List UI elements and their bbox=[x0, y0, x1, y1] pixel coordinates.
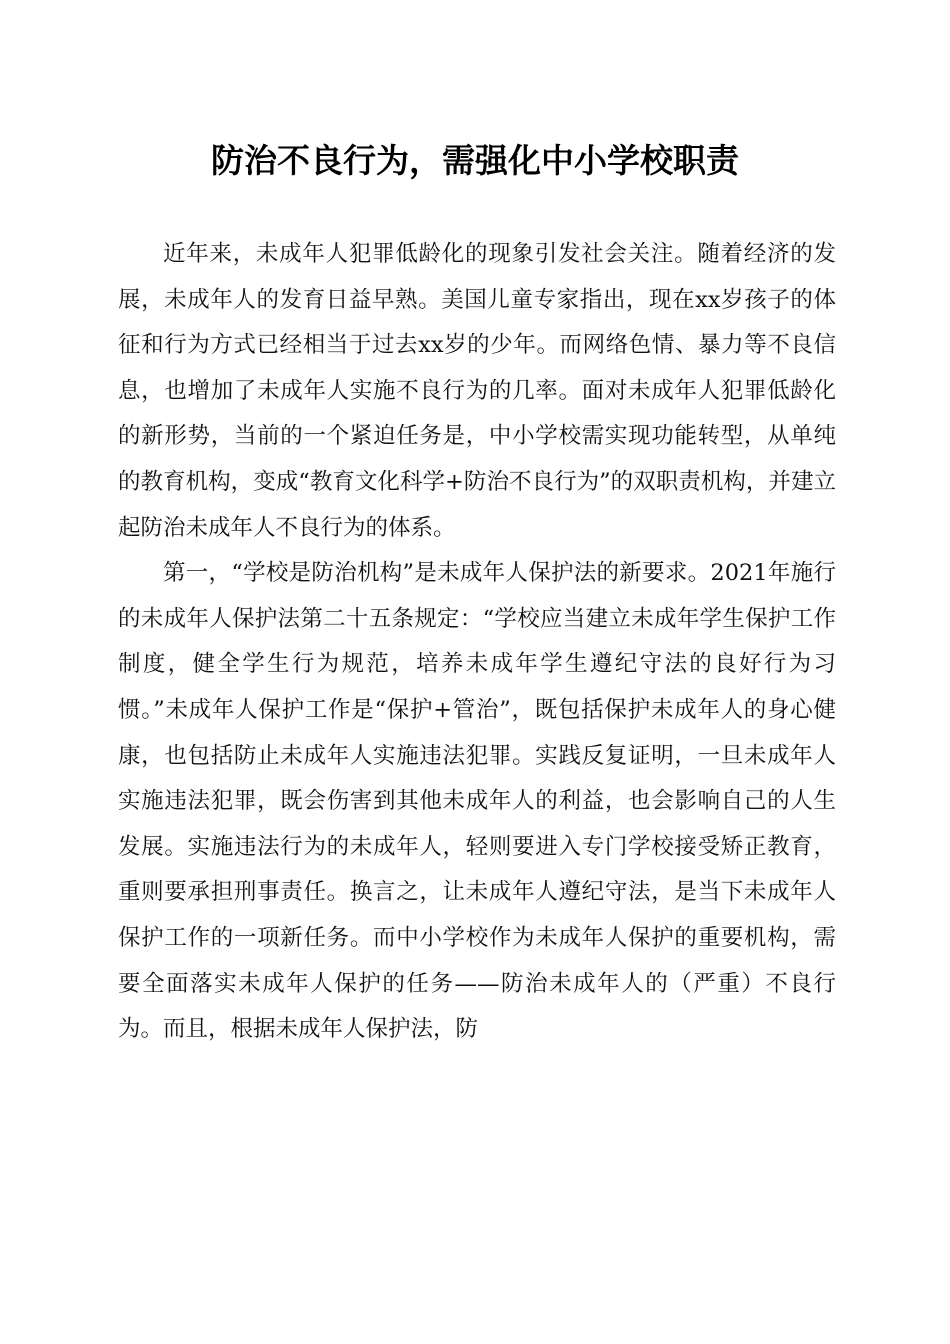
document-body bbox=[118, 232, 836, 1053]
paragraph-intro: 近年来，未成年人犯罪低龄化的现象引发社会关注。随着经济的发展，未成年人的发育日益早熟。美国儿童专家指出，现在xx岁孩子的体征和行为方式已经相当于过去xx岁的少年。而网络色情、暴力等不良信息，也增加了未成年人实施不良行为的几率。面对未成年人犯罪低龄化的新形势，当前的一个紧迫任务是，中小学校需实现功能转型，从单纯的教育机构，变成“教育文化科学+防治不良行为”的双职责机构，并建立起防治未成年人不良行为的体系。 bbox=[118, 241, 836, 541]
paragraph-first-point: 第一，“学校是防治机构”是未成年人保护法的新要求。2021年施行的未成年人保护法第二十五条规定：“学校应当建立未成年学生保护工作制度，健全学生行为规范，培养未成年学生遵纪守法的良好行为习惯。”未成年人保护工作是“保护+管治”，既包括保护未成年人的身心健康，也包括防止未成年人实施违法犯罪。实践反复证明，一旦未成年人实施违法犯罪，既会伤害到其他未成年人的利益，也会影响自己的人生发展。实施违法行为的未成年人，轻则要进入专门学校接受矫正教育，重则要承担刑事责任。换言之，让未成年人遵纪守法，是当下未成年人保护工作的一项新任务。而中小学校作为未成年人保护的重要机构，需要全面落实未成年人保护的任务——防治未成年人的（严重）不良行为。而且，根据未成年人保护法，防 bbox=[118, 560, 836, 1043]
document-title: 防治不良行为，需强化中小学校职责 bbox=[211, 141, 739, 180]
